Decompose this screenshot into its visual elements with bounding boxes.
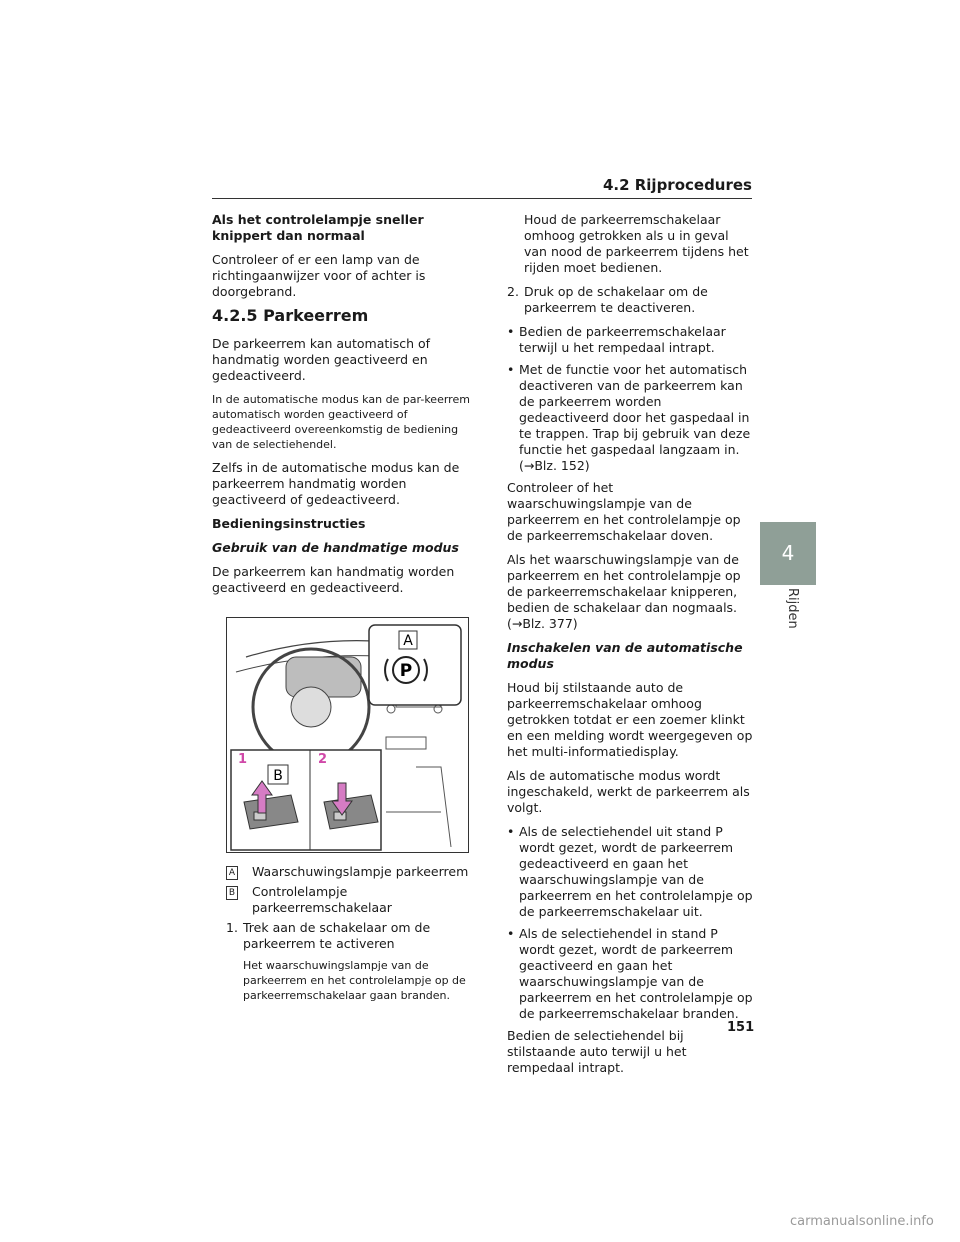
auto-mode-heading: Inschakelen van de automatische modus <box>507 640 743 671</box>
legend-text-b: Controlelampje parkeerremschakelaar <box>252 884 392 915</box>
final-text: Bedien de selectiehendel bij stilstaande auto terwijl u het rempedaal intrapt. <box>507 1028 687 1075</box>
auto-manual-text: Zelfs in de automatische modus kan de parkeerrem handmatig worden geactiveerd of gedeactiveerd. <box>212 460 460 507</box>
left-column <box>212 212 477 604</box>
bullet-item <box>507 362 753 474</box>
manual-mode-heading: Gebruik van de handmatige modus <box>212 540 459 555</box>
auto-mode-text: Houd bij stilstaande auto de parkeerremschakelaar omhoog getrokken totdat er een zoemer klinkt en een melding wordt weergegeven op het multi-informatiedisplay. <box>507 680 753 759</box>
bullet-item <box>507 824 753 920</box>
bullet-item <box>507 324 753 356</box>
bullet-text: Bedien de parkeerremschakelaar terwijl u het rempedaal intrapt. <box>519 324 726 355</box>
instructions-heading: Bedieningsinstructies <box>212 516 366 531</box>
flash-text: Als het waarschuwingslampje van de parkeerrem en het controlelampje op de parkeerremschakelaar knipperen, bedien de schakelaar dan nogmaals. (→Blz. 377) <box>507 552 741 631</box>
step-1 <box>226 920 481 952</box>
step-2 <box>507 284 753 316</box>
chapter-tab[interactable]: 4 <box>760 522 816 585</box>
check-text: Controleer of het waarschuwingslampje van de parkeerrem en het controlelampje op de parkeerremschakelaar doven. <box>507 480 741 543</box>
legend-item-b <box>226 884 481 916</box>
auto-mode-when: Als de automatische modus wordt ingeschakeld, werkt de parkeerrem als volgt. <box>507 768 750 815</box>
section-title: 4.2.5 Parkeerrem <box>212 306 369 325</box>
bullet-dot: • <box>507 926 515 941</box>
legend-item-a <box>226 864 481 880</box>
illu-label-b: B <box>273 768 283 784</box>
chapter-tab-label: Rijden <box>785 588 800 629</box>
bullet-text: Als de selectiehendel uit stand P wordt gezet, wordt de parkeerrem gedeactiveerd en gaan het waarschuwingslampje van de parkeerrem en het controlelampje op de parkeerremschakelaar uit. <box>519 824 753 919</box>
blink-text: Controleer of er een lamp van de richtingaanwijzer voor of achter is doorgebrand. <box>212 252 426 299</box>
illu-step-1: 1 <box>238 752 248 767</box>
bullet-dot: • <box>507 824 515 839</box>
step-2-number: 2. <box>507 284 519 299</box>
parking-brake-illustration <box>226 617 469 853</box>
legend-mark-b: B <box>226 886 238 900</box>
bullet-text: Als de selectiehendel in stand P wordt gezet, wordt de parkeerrem geactiveerd en gaan het waarschuwingslampje van de parkeerrem en het controlelampje op de parkeerremschakelaar branden. <box>519 926 753 1021</box>
legend-mark-a: A <box>226 866 238 880</box>
running-header <box>212 176 752 200</box>
bullet-item <box>507 926 753 1022</box>
intro-small-text: In de automatische modus kan de par-keerrem automatisch worden geactiveerd of gedeactiveerd overeenkomstig de bediening van de selectiehendel. <box>212 393 470 451</box>
intro-text: De parkeerrem kan automatisch of handmatig worden geactiveerd en gedeactiveerd. <box>212 336 431 383</box>
bullet-dot: • <box>507 362 515 377</box>
step-1-number: 1. <box>226 920 238 935</box>
manual-mode-text: De parkeerrem kan handmatig worden geactiveerd en gedeactiveerd. <box>212 564 455 595</box>
hold-text: Houd de parkeerremschakelaar omhoog getrokken als u in geval van nood de parkeerrem tijdens het rijden moet bedienen. <box>524 212 749 275</box>
step-1-text: Trek aan de schakelaar om de parkeerrem te activeren <box>243 920 431 951</box>
bullet-dot: • <box>507 324 515 339</box>
illu-label-a: A <box>403 633 413 649</box>
blink-heading: Als het controlelampje sneller knippert dan normaal <box>212 212 424 243</box>
illu-step-2: 2 <box>318 752 328 767</box>
page-number: 151 <box>727 1020 755 1035</box>
step-1-note: Het waarschuwingslampje van de parkeerrem en het controlelampje op de parkeerremschakelaar gaan branden. <box>243 959 466 1002</box>
figure-legend <box>226 864 481 1011</box>
header-rule <box>212 198 752 199</box>
illu-p-symbol: P <box>399 661 413 681</box>
right-column <box>507 212 753 1084</box>
bullet-text: Met de functie voor het automatisch deactiveren van de parkeerrem kan de parkeerrem worden gedeactiveerd door het gaspedaal in te trappen. Trap bij gebruik van deze functie het gaspedaal langzaam in. (→Blz. 152) <box>519 362 751 473</box>
step-2-text: Druk op de schakelaar om de parkeerrem te deactiveren. <box>524 284 708 315</box>
legend-text-a: Waarschuwingslampje parkeerrem <box>252 864 469 879</box>
watermark: carmanualsonline.info <box>790 1214 934 1229</box>
header-title: 4.2 Rijprocedures <box>602 176 752 194</box>
